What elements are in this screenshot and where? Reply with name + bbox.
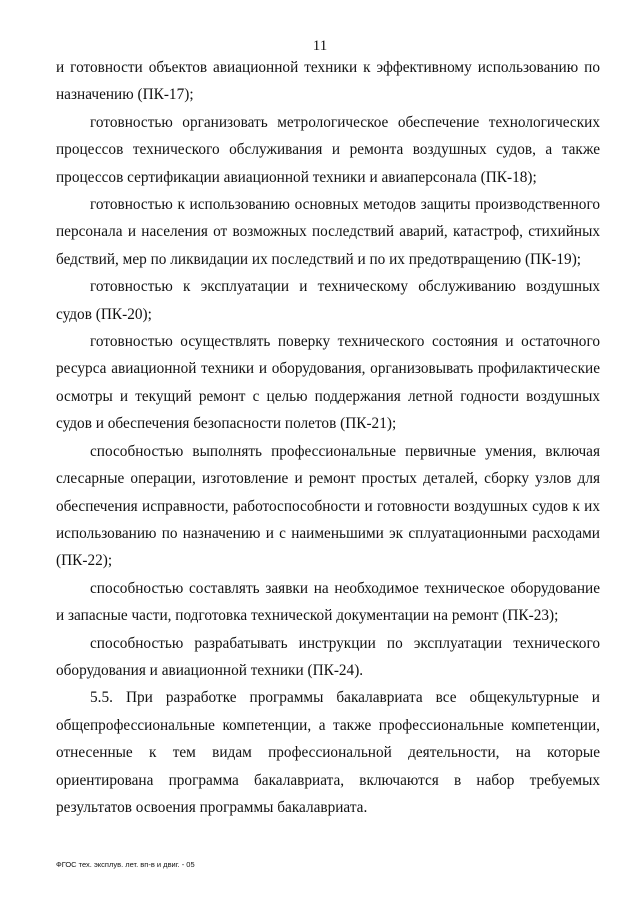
paragraph-pk23: способностью составлять заявки на необходимое техническое оборудование и запасные части, подготовка технической документации на ремонт (ПК-23); — [56, 579, 600, 625]
paragraph-continuation: и готовности объектов авиационной техники к эффективному использованию по назначению (ПК-17); — [56, 59, 600, 104]
paragraph-pk22: способностью выполнять профессиональные первичные умения, включая слесарные операции, изготовление и ремонт простых деталей, сборку узлов для обеспечения исправности, работоспособности и готовности воздушных судов к их использованию по назначению и с наименьшими эк сплуатационными расходами (ПК-22); — [56, 442, 600, 570]
paragraph-pk21: готовностью осуществлять поверку технического состояния и остаточного ресурса авиационной техники и оборудования, организовывать профилактические осмотры и текущий ремонт с целью поддержания летной годности воздушных судов и обеспечения безопасности полетов (ПК-21); — [56, 333, 600, 433]
paragraph-pk19: готовностью к использованию основных методов защиты производственного персонала и населения от возможных последствий аварий, катастроф, стихийных бедствий, мер по ликвидации их последствий и по их предотвращению (ПК-19); — [56, 196, 600, 268]
page-number: 11 — [312, 38, 328, 54]
document-body — [56, 54, 600, 821]
footer-note: ФГОС тех. эксплув. лет. вп-в и двиг. - 05 — [56, 860, 195, 869]
paragraph-pk20: готовностью к эксплуатации и техническому обслуживанию воздушных судов (ПК-20); — [56, 278, 600, 323]
paragraph-section-5-5: 5.5. При разработке программы бакалавриата все общекультурные и общепрофессиональные компетенции, а также профессиональные компетенции, отнесенные к тем видам профессиональной деятельности, на которые ориентирована программа бакалавриата, включаются в набор требуемых результатов освоения программы бакалавриата. — [56, 689, 600, 816]
paragraph-pk24: способностью разрабатывать инструкции по эксплуатации технического оборудования и авиационной техники (ПК-24). — [56, 634, 600, 679]
paragraph-pk18: готовностью организовать метрологическое обеспечение технологических процессов технического обслуживания и ремонта воздушных судов, а также процессов сертификации авиационной техники и авиаперсонала (ПК-18); — [56, 113, 600, 186]
